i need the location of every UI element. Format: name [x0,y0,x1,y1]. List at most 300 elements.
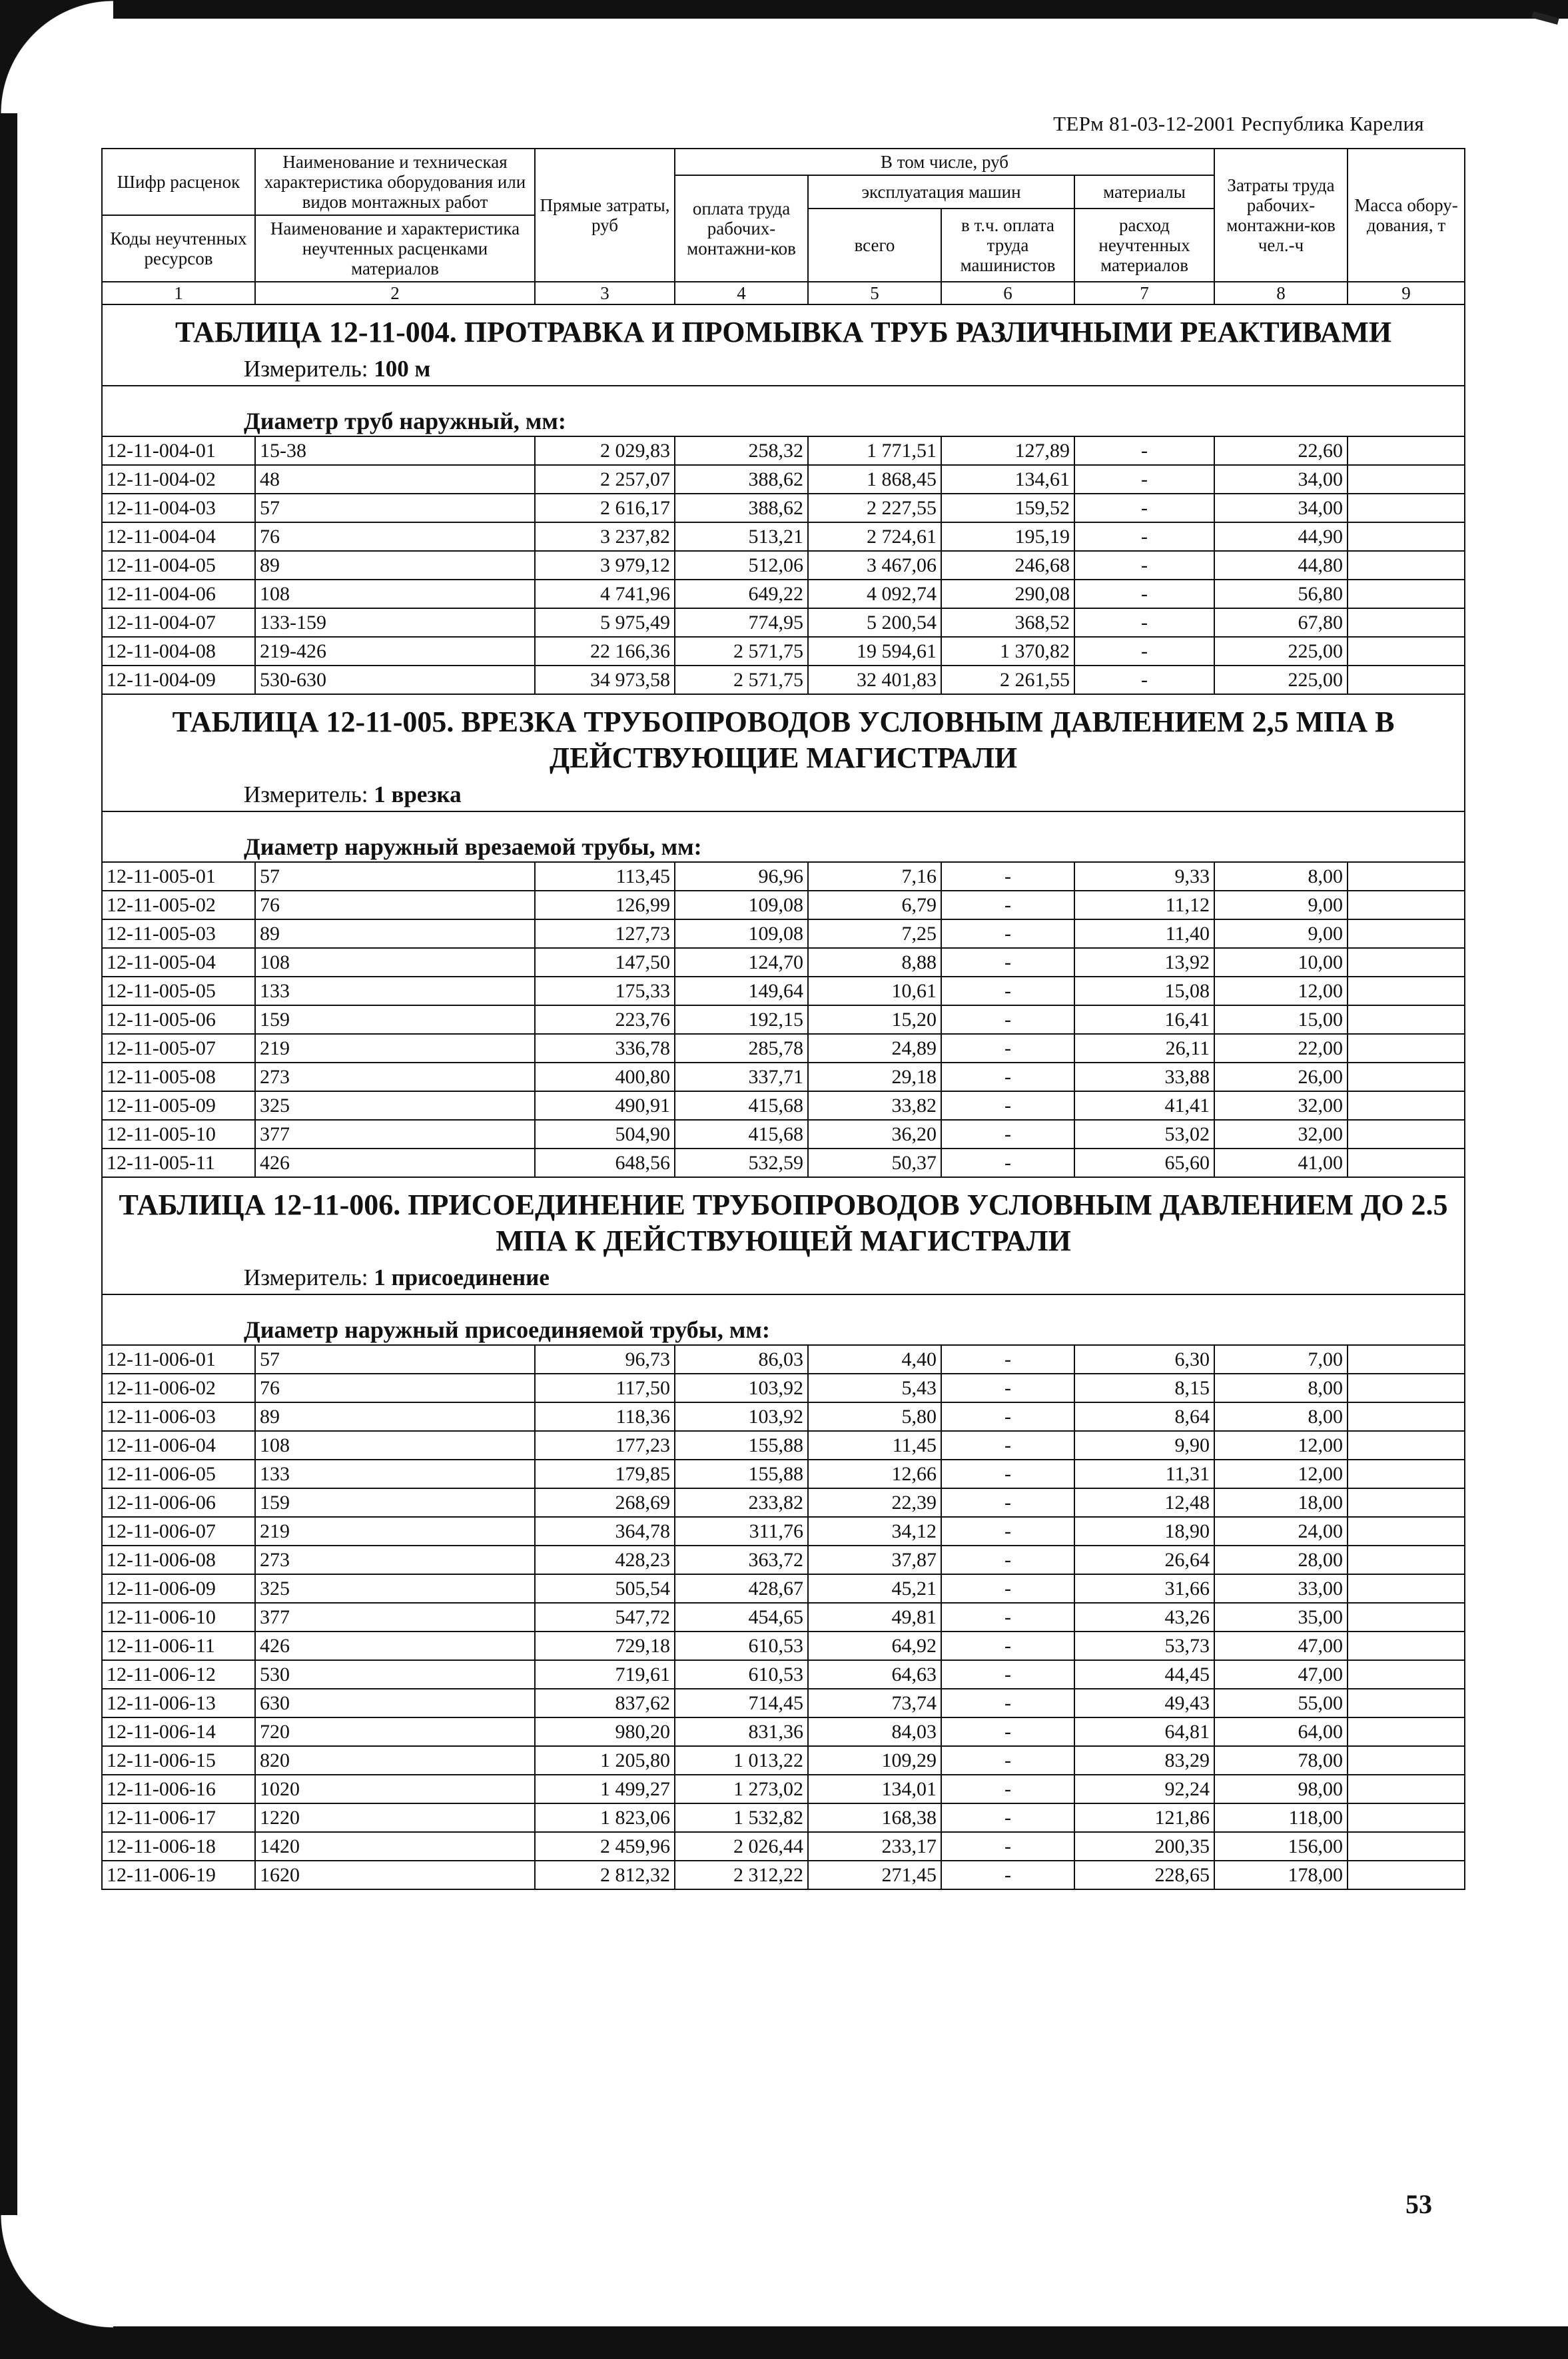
rate-code-cell: 12-11-005-01 [102,862,255,891]
labor-cost-cell: 109,08 [675,919,808,948]
machinist-cost-cell: - [941,1689,1074,1717]
mass-cell [1348,1120,1465,1149]
material-cost-cell: 53,73 [1074,1632,1214,1660]
direct-cost-cell: 5 975,49 [535,608,675,637]
labor-hours-cell: 24,00 [1214,1517,1348,1546]
table-title: ТАБЛИЦА 12-11-006. ПРИСОЕДИНЕНИЕ ТРУБОПРОВОДОВ УСЛОВНЫМ ДАВЛЕНИЕМ ДО 2.5 МПА К ДЕЙСТВУЮЩЕЙ МАГИСТРАЛИ [102,1177,1465,1262]
labor-cost-cell: 532,59 [675,1149,808,1177]
diameter-cell: 325 [255,1091,535,1120]
rate-code-cell: 12-11-006-19 [102,1861,255,1889]
table-row [102,1488,1465,1517]
direct-cost-cell: 505,54 [535,1574,675,1603]
labor-hours-cell: 22,60 [1214,436,1348,465]
diameter-cell: 57 [255,1345,535,1374]
diameter-cell: 133 [255,977,535,1005]
labor-cost-cell: 103,92 [675,1402,808,1431]
mass-cell [1348,1063,1465,1091]
col-number: 6 [941,282,1074,304]
machine-cost-cell: 19 594,61 [808,637,941,666]
labor-cost-cell: 233,82 [675,1488,808,1517]
header-kody: Коды неучтенных ресурсов [102,215,255,282]
direct-cost-cell: 1 205,80 [535,1746,675,1775]
diameter-cell: 15-38 [255,436,535,465]
labor-hours-cell: 8,00 [1214,862,1348,891]
diameter-cell: 1220 [255,1803,535,1832]
table-row [102,1063,1465,1091]
table-row [102,1402,1465,1431]
labor-hours-cell: 44,80 [1214,551,1348,580]
direct-cost-cell: 2 616,17 [535,494,675,522]
diameter-cell: 108 [255,580,535,608]
material-cost-cell: 228,65 [1074,1861,1214,1889]
table-row [102,666,1465,694]
mass-cell [1348,1861,1465,1889]
machinist-cost-cell: - [941,977,1074,1005]
mass-cell [1348,666,1465,694]
rate-code-cell: 12-11-004-02 [102,465,255,494]
labor-cost-cell: 388,62 [675,494,808,522]
table-row [102,948,1465,977]
direct-cost-cell: 837,62 [535,1689,675,1717]
mass-cell [1348,1091,1465,1120]
labor-hours-cell: 26,00 [1214,1063,1348,1091]
header-shifr: Шифр расценок [102,149,255,215]
labor-cost-cell: 337,71 [675,1063,808,1091]
rate-code-cell: 12-11-005-07 [102,1034,255,1063]
machinist-cost-cell: 159,52 [941,494,1074,522]
labor-hours-cell: 8,00 [1214,1374,1348,1402]
machine-cost-cell: 271,45 [808,1861,941,1889]
table-row [102,1574,1465,1603]
mass-cell [1348,465,1465,494]
labor-hours-cell: 41,00 [1214,1149,1348,1177]
table-title: ТАБЛИЦА 12-11-005. ВРЕЗКА ТРУБОПРОВОДОВ УСЛОВНЫМ ДАВЛЕНИЕМ 2,5 МПА В ДЕЙСТВУЮЩИЕ МАГИСТРАЛИ [102,694,1465,779]
labor-hours-cell: 118,00 [1214,1803,1348,1832]
material-cost-cell: 33,88 [1074,1063,1214,1091]
machinist-cost-cell: - [941,1861,1074,1889]
diameter-cell: 530-630 [255,666,535,694]
material-cost-cell: - [1074,436,1214,465]
diameter-cell: 219 [255,1034,535,1063]
page-number: 53 [1405,2189,1432,2219]
unit-label: Измеритель: [244,781,368,807]
unit-value: 1 присоединение [374,1264,550,1290]
labor-hours-cell: 33,00 [1214,1574,1348,1603]
machinist-cost-cell: - [941,1034,1074,1063]
machine-cost-cell: 7,25 [808,919,941,948]
direct-cost-cell: 175,33 [535,977,675,1005]
material-cost-cell: - [1074,522,1214,551]
labor-hours-cell: 35,00 [1214,1603,1348,1632]
diameter-cell: 57 [255,862,535,891]
table-row [102,919,1465,948]
labor-cost-cell: 2 312,22 [675,1861,808,1889]
unit-row [102,1262,1465,1294]
rate-code-cell: 12-11-006-07 [102,1517,255,1546]
machinist-cost-cell: - [941,1402,1074,1431]
machinist-cost-cell: - [941,1603,1074,1632]
table-row [102,1460,1465,1488]
machinist-cost-cell: - [941,1746,1074,1775]
machine-cost-cell: 34,12 [808,1517,941,1546]
table-row [102,1345,1465,1374]
rate-code-cell: 12-11-004-03 [102,494,255,522]
labor-cost-cell: 1 273,02 [675,1775,808,1803]
table-row [102,891,1465,919]
labor-cost-cell: 388,62 [675,465,808,494]
table-row [102,494,1465,522]
diameter-row [102,811,1465,862]
diameter-cell: 273 [255,1546,535,1574]
machine-cost-cell: 22,39 [808,1488,941,1517]
direct-cost-cell: 490,91 [535,1091,675,1120]
labor-hours-cell: 225,00 [1214,666,1348,694]
labor-cost-cell: 285,78 [675,1034,808,1063]
machine-cost-cell: 84,03 [808,1717,941,1746]
direct-cost-cell: 1 499,27 [535,1775,675,1803]
rate-code-cell: 12-11-006-01 [102,1345,255,1374]
rate-code-cell: 12-11-006-03 [102,1402,255,1431]
material-cost-cell: - [1074,551,1214,580]
table-row [102,1689,1465,1717]
rate-code-cell: 12-11-005-08 [102,1063,255,1091]
diameter-label: Диаметр наружный присоединяемой трубы, мм: [102,1294,1465,1345]
direct-cost-cell: 268,69 [535,1488,675,1517]
rate-code-cell: 12-11-004-09 [102,666,255,694]
table-row [102,862,1465,891]
machinist-cost-cell: - [941,1803,1074,1832]
machinist-cost-cell: - [941,948,1074,977]
rate-code-cell: 12-11-006-12 [102,1660,255,1689]
mass-cell [1348,1803,1465,1832]
table-row [102,1149,1465,1177]
mass-cell [1348,1460,1465,1488]
rate-code-cell: 12-11-006-08 [102,1546,255,1574]
table-row [102,1603,1465,1632]
rate-code-cell: 12-11-006-05 [102,1460,255,1488]
unit-cell [102,353,1465,386]
table-row [102,977,1465,1005]
direct-cost-cell: 117,50 [535,1374,675,1402]
mass-cell [1348,608,1465,637]
labor-hours-cell: 156,00 [1214,1832,1348,1861]
rate-code-cell: 12-11-005-11 [102,1149,255,1177]
machine-cost-cell: 15,20 [808,1005,941,1034]
direct-cost-cell: 400,80 [535,1063,675,1091]
machinist-cost-cell: - [941,919,1074,948]
material-cost-cell: 44,45 [1074,1660,1214,1689]
machine-cost-cell: 29,18 [808,1063,941,1091]
mass-cell [1348,1517,1465,1546]
machine-cost-cell: 2 227,55 [808,494,941,522]
rate-code-cell: 12-11-005-06 [102,1005,255,1034]
diameter-row [102,1294,1465,1345]
material-cost-cell: - [1074,580,1214,608]
labor-hours-cell: 10,00 [1214,948,1348,977]
material-cost-cell: 15,08 [1074,977,1214,1005]
mass-cell [1348,1689,1465,1717]
direct-cost-cell: 3 237,82 [535,522,675,551]
table-row [102,1717,1465,1746]
labor-cost-cell: 513,21 [675,522,808,551]
material-cost-cell: 200,35 [1074,1832,1214,1861]
header-naim: Наименование и техническая характеристика оборудования или видов монтажных работ [255,149,535,215]
scan-edge-bottom [0,2326,1568,2359]
table-row [102,465,1465,494]
diameter-row [102,386,1465,436]
machinist-cost-cell: - [941,1488,1074,1517]
machinist-cost-cell: 246,68 [941,551,1074,580]
machine-cost-cell: 37,87 [808,1546,941,1574]
machinist-cost-cell: - [941,1120,1074,1149]
rate-code-cell: 12-11-004-06 [102,580,255,608]
unit-row [102,353,1465,386]
direct-cost-cell: 719,61 [535,1660,675,1689]
machine-cost-cell: 5 200,54 [808,608,941,637]
machinist-cost-cell: - [941,1460,1074,1488]
machine-cost-cell: 233,17 [808,1832,941,1861]
labor-cost-cell: 714,45 [675,1689,808,1717]
diameter-cell: 820 [255,1746,535,1775]
machinist-cost-cell: - [941,1063,1074,1091]
labor-cost-cell: 155,88 [675,1431,808,1460]
col-number: 4 [675,282,808,304]
direct-cost-cell: 504,90 [535,1120,675,1149]
material-cost-cell: 9,90 [1074,1431,1214,1460]
labor-hours-cell: 98,00 [1214,1775,1348,1803]
mass-cell [1348,1488,1465,1517]
material-cost-cell: 43,26 [1074,1603,1214,1632]
machine-cost-cell: 50,37 [808,1149,941,1177]
table-row [102,1120,1465,1149]
header-vsego: всего [808,209,941,282]
material-cost-cell: - [1074,637,1214,666]
rate-code-cell: 12-11-005-03 [102,919,255,948]
diameter-cell: 159 [255,1488,535,1517]
machine-cost-cell: 3 467,06 [808,551,941,580]
header-ekspl: эксплуатация машин [808,175,1074,209]
machinist-cost-cell: - [941,1517,1074,1546]
header-zatraty: Затраты труда рабочих-монтажни-ков чел.-ч [1214,149,1348,282]
mass-cell [1348,522,1465,551]
labor-cost-cell: 86,03 [675,1345,808,1374]
col-number: 5 [808,282,941,304]
machinist-cost-cell: - [941,1345,1074,1374]
rate-code-cell: 12-11-006-11 [102,1632,255,1660]
material-cost-cell: 65,60 [1074,1149,1214,1177]
labor-cost-cell: 192,15 [675,1005,808,1034]
machinist-cost-cell: - [941,862,1074,891]
material-cost-cell: 8,64 [1074,1402,1214,1431]
rate-code-cell: 12-11-006-18 [102,1832,255,1861]
mass-cell [1348,948,1465,977]
labor-hours-cell: 64,00 [1214,1717,1348,1746]
machinist-cost-cell: - [941,1149,1074,1177]
machine-cost-cell: 134,01 [808,1775,941,1803]
unit-row [102,779,1465,811]
machinist-cost-cell: - [941,1431,1074,1460]
material-cost-cell: - [1074,465,1214,494]
machinist-cost-cell: 368,52 [941,608,1074,637]
machine-cost-cell: 49,81 [808,1603,941,1632]
machinist-cost-cell: 1 370,82 [941,637,1074,666]
col-number: 1 [102,282,255,304]
labor-cost-cell: 103,92 [675,1374,808,1402]
labor-hours-cell: 9,00 [1214,891,1348,919]
labor-cost-cell: 155,88 [675,1460,808,1488]
mass-cell [1348,1005,1465,1034]
diameter-cell: 426 [255,1149,535,1177]
machine-cost-cell: 4 092,74 [808,580,941,608]
direct-cost-cell: 4 741,96 [535,580,675,608]
scan-edge-left [0,0,17,2359]
direct-cost-cell: 364,78 [535,1517,675,1546]
direct-cost-cell: 113,45 [535,862,675,891]
table-title-row [102,1177,1465,1262]
col-number: 3 [535,282,675,304]
mass-cell [1348,1431,1465,1460]
labor-hours-cell: 47,00 [1214,1632,1348,1660]
labor-cost-cell: 774,95 [675,608,808,637]
table-row [102,1832,1465,1861]
machine-cost-cell: 4,40 [808,1345,941,1374]
table-row [102,1746,1465,1775]
table-row [102,637,1465,666]
mass-cell [1348,637,1465,666]
mass-cell [1348,1660,1465,1689]
material-cost-cell: 18,90 [1074,1517,1214,1546]
unit-value: 100 м [374,356,431,382]
diameter-cell: 76 [255,1374,535,1402]
rate-code-cell: 12-11-004-01 [102,436,255,465]
mass-cell [1348,580,1465,608]
labor-cost-cell: 428,67 [675,1574,808,1603]
machinist-cost-cell: - [941,891,1074,919]
diameter-cell: 325 [255,1574,535,1603]
table-row [102,1861,1465,1889]
direct-cost-cell: 126,99 [535,891,675,919]
machinist-cost-cell: - [941,1660,1074,1689]
machinist-cost-cell: - [941,1632,1074,1660]
labor-cost-cell: 96,96 [675,862,808,891]
table-title-row [102,694,1465,779]
diameter-cell: 76 [255,891,535,919]
mass-cell [1348,1345,1465,1374]
machinist-cost-cell: 290,08 [941,580,1074,608]
rate-code-cell: 12-11-006-14 [102,1717,255,1746]
machine-cost-cell: 2 724,61 [808,522,941,551]
direct-cost-cell: 96,73 [535,1345,675,1374]
labor-hours-cell: 225,00 [1214,637,1348,666]
machine-cost-cell: 10,61 [808,977,941,1005]
machine-cost-cell: 11,45 [808,1431,941,1460]
material-cost-cell: 41,41 [1074,1091,1214,1120]
material-cost-cell: 13,92 [1074,948,1214,977]
rate-code-cell: 12-11-004-04 [102,522,255,551]
material-cost-cell: 64,81 [1074,1717,1214,1746]
diameter-cell: 273 [255,1063,535,1091]
direct-cost-cell: 336,78 [535,1034,675,1063]
labor-hours-cell: 55,00 [1214,1689,1348,1717]
direct-cost-cell: 980,20 [535,1717,675,1746]
diameter-label: Диаметр наружный врезаемой трубы, мм: [102,811,1465,862]
material-cost-cell: 49,43 [1074,1689,1214,1717]
labor-cost-cell: 149,64 [675,977,808,1005]
diameter-cell: 1620 [255,1861,535,1889]
machine-cost-cell: 168,38 [808,1803,941,1832]
labor-hours-cell: 32,00 [1214,1120,1348,1149]
mass-cell [1348,1603,1465,1632]
diameter-label: Диаметр труб наружный, мм: [102,386,1465,436]
table-row [102,580,1465,608]
material-cost-cell: 11,31 [1074,1460,1214,1488]
labor-cost-cell: 311,76 [675,1517,808,1546]
mass-cell [1348,1832,1465,1861]
diameter-cell: 48 [255,465,535,494]
table-row [102,436,1465,465]
labor-hours-cell: 15,00 [1214,1005,1348,1034]
diameter-cell: 720 [255,1717,535,1746]
labor-cost-cell: 610,53 [675,1632,808,1660]
diameter-cell: 219 [255,1517,535,1546]
labor-hours-cell: 34,00 [1214,465,1348,494]
rate-code-cell: 12-11-005-05 [102,977,255,1005]
machinist-cost-cell: 2 261,55 [941,666,1074,694]
machine-cost-cell: 73,74 [808,1689,941,1717]
rate-code-cell: 12-11-005-02 [102,891,255,919]
labor-cost-cell: 415,68 [675,1120,808,1149]
labor-hours-cell: 18,00 [1214,1488,1348,1517]
table-row [102,551,1465,580]
table-row [102,608,1465,637]
table-header [102,149,1465,304]
machinist-cost-cell: - [941,1832,1074,1861]
rate-code-cell: 12-11-005-09 [102,1091,255,1120]
machinist-cost-cell: - [941,1717,1074,1746]
rate-code-cell: 12-11-006-17 [102,1803,255,1832]
machinist-cost-cell: - [941,1574,1074,1603]
rate-code-cell: 12-11-006-06 [102,1488,255,1517]
material-cost-cell: - [1074,608,1214,637]
labor-cost-cell: 2 571,75 [675,666,808,694]
labor-cost-cell: 258,32 [675,436,808,465]
diameter-cell: 377 [255,1120,535,1149]
table-row [102,1517,1465,1546]
direct-cost-cell: 2 459,96 [535,1832,675,1861]
machinist-cost-cell: - [941,1374,1074,1402]
header-naim2: Наименование и характеристика неучтенных расценками материалов [255,215,535,282]
table-title-row [102,304,1465,353]
direct-cost-cell: 118,36 [535,1402,675,1431]
header-rashod: расход неучтенных материалов [1074,209,1214,282]
labor-hours-cell: 178,00 [1214,1861,1348,1889]
mass-cell [1348,1149,1465,1177]
header-oplata: оплата труда рабочих-монтажни-ков [675,175,808,282]
scan-corner-top-left [0,0,113,113]
material-cost-cell: 53,02 [1074,1120,1214,1149]
mass-cell [1348,1746,1465,1775]
unit-cell [102,1262,1465,1294]
labor-hours-cell: 12,00 [1214,1460,1348,1488]
machine-cost-cell: 33,82 [808,1091,941,1120]
table-row [102,1803,1465,1832]
diameter-cell: 377 [255,1603,535,1632]
material-cost-cell: 9,33 [1074,862,1214,891]
diameter-cell: 159 [255,1005,535,1034]
direct-cost-cell: 648,56 [535,1149,675,1177]
labor-hours-cell: 34,00 [1214,494,1348,522]
labor-hours-cell: 8,00 [1214,1402,1348,1431]
